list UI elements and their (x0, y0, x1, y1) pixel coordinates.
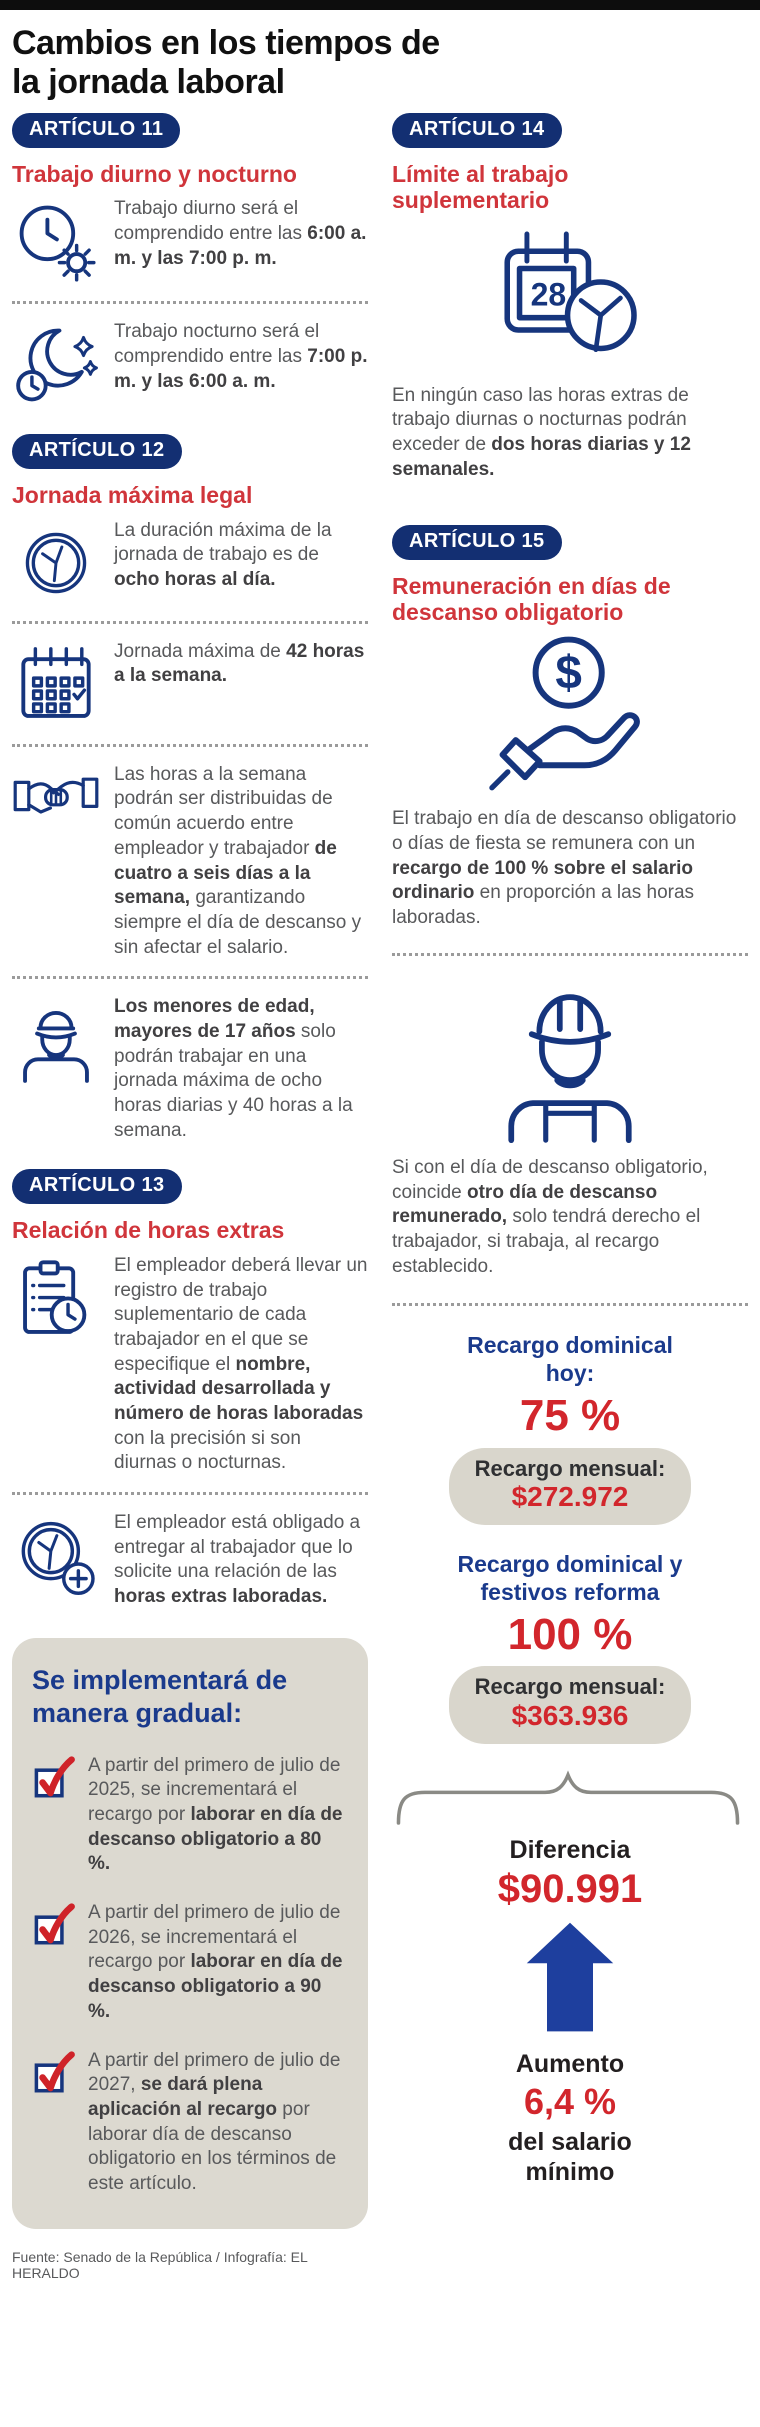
item-text: El empleador está obligado a entregar al trabajador que lo solicite una relación de las horas extras laboradas. (114, 1512, 361, 1608)
calendar-clock-icon (392, 224, 748, 372)
hand-dollar-icon (392, 635, 748, 795)
clipboard-clock-icon (12, 1254, 100, 1346)
dotted-divider (12, 744, 368, 747)
recargo-reforma-label: Recargo dominical y festivos reforma (457, 1551, 683, 1605)
page-title: Cambios en los tiempos de la jornada laboral (12, 24, 440, 102)
articulo-15-badge: ARTÍCULO 15 (392, 525, 562, 560)
recargo-hoy-label: Recargo dominical hoy: (467, 1332, 673, 1386)
list-item (12, 320, 368, 408)
source-credit: Fuente: Senado de la República / Infografía: EL HERALDO (12, 2248, 308, 2281)
checkbox-check-icon (32, 2049, 76, 2099)
list-item (12, 197, 368, 285)
top-bar (0, 0, 760, 10)
pill-label: Recargo mensual: (474, 1455, 666, 1481)
checkbox-check-icon (32, 1901, 76, 1951)
handshake-icon (12, 763, 100, 827)
recargo-hoy-value: 75 % (519, 1391, 621, 1441)
moon-stars-clock-icon (12, 320, 100, 408)
articulo-15-section (392, 525, 748, 1280)
articulo-11-section (12, 113, 368, 408)
gradual-implementation-box (12, 1638, 368, 2229)
clock-icon (12, 519, 100, 605)
diferencia-label: Diferencia (509, 1835, 631, 1864)
articulo-12-badge: ARTÍCULO 12 (12, 434, 182, 469)
aumento-sub-label: del salario mínimo (508, 2127, 632, 2186)
item-text: Los menores de edad, mayores de 17 años solo podrán trabajar en una jornada máxima de ocho horas diarias y 40 horas a la semana. (114, 996, 353, 1141)
articulo-15-paragraph-1: El trabajo en día de descanso obligatorio o días de fiesta se remunera con un recargo de 100 % sobre el salario ordinario en proporción a las horas laboradas. (392, 808, 737, 929)
list-item (12, 519, 368, 605)
dotted-divider (12, 621, 368, 624)
articulo-14-paragraph: En ningún caso las horas extras de trabajo diurnas o nocturnas podrán exceder de dos horas diarias y 12 semanales. (392, 384, 691, 480)
articulo-15-paragraph-2: Si con el día de descanso obligatorio, coincide otro día de descanso remunerado, solo tendrá derecho el trabajador, si trabaja, al recargo establecido. (392, 1156, 708, 1277)
calendar-icon (12, 640, 100, 728)
recargo-reforma-section (392, 1551, 748, 1744)
pill-label: Recargo mensual: (474, 1674, 666, 1700)
columns (12, 113, 748, 2281)
aumento-value: 6,4 % (523, 2080, 617, 2122)
articulo-14-section (392, 113, 748, 483)
curly-brace-icon (392, 1770, 748, 1826)
articulo-13-title: Relación de horas extras (12, 1217, 285, 1244)
item-text: El empleador deberá llevar un registro de trabajo suplementario de cada trabajador en el que se especifique el nombre, actividad desarrollada y número de horas laboradas con la precisión si son diurnas o nocturnas. (114, 1254, 368, 1474)
list-item (32, 2049, 348, 2197)
construction-worker-icon (392, 978, 748, 1144)
articulo-13-section (12, 1169, 368, 1609)
list-item (12, 640, 368, 728)
list-item (32, 1901, 348, 2024)
left-column (12, 113, 368, 2281)
checkbox-check-icon (32, 1754, 76, 1804)
pill-value: $363.936 (511, 1699, 629, 1731)
dotted-divider (12, 976, 368, 979)
list-item (12, 1511, 368, 1610)
articulo-11-title: Trabajo diurno y nocturno (12, 160, 297, 187)
articulo-13-badge: ARTÍCULO 13 (12, 1169, 182, 1204)
young-worker-icon (12, 995, 100, 1089)
item-text: Las horas a la semana podrán ser distribuidas de común acuerdo entre empleador y trabajador de cuatro a seis días a la semana, garantizando siempre el día de descanso y sin afectar el salario. (114, 763, 362, 958)
item-text: A partir del primero de julio de 2027, se dará plena aplicación al recargo por laborar día de descanso obligatorio en los términos de este artículo. (88, 2049, 341, 2194)
dotted-divider (392, 1303, 748, 1306)
diferencia-section (392, 1770, 748, 2187)
svg-text:$: $ (555, 646, 582, 700)
item-text: Trabajo diurno será el comprendido entre las 6:00 a. m. y las 7:00 p. m. (114, 198, 367, 269)
articulo-14-title: Límite al trabajo suplementario (392, 160, 569, 214)
list-item (12, 1254, 368, 1476)
pill-value: $272.972 (511, 1480, 629, 1512)
articulo-14-badge: ARTÍCULO 14 (392, 113, 562, 148)
item-text: Jornada máxima de 42 horas a la semana. (114, 640, 365, 687)
recargo-reforma-value: 100 % (507, 1610, 633, 1660)
dotted-divider (392, 953, 748, 956)
clock-sun-icon (12, 197, 100, 285)
item-text: A partir del primero de julio de 2026, se incrementará el recargo por laborar en día de descanso obligatorio a 90 %. (88, 1902, 343, 2022)
list-item (12, 763, 368, 961)
diferencia-value: $90.991 (497, 1866, 643, 1911)
list-item (12, 995, 368, 1143)
articulo-15-title: Remuneración en días de descanso obligatorio (392, 572, 671, 625)
gradual-title: Se implementará de manera gradual: (32, 1664, 288, 1728)
recargo-hoy-section (392, 1332, 748, 1525)
recargo-hoy-pill (449, 1448, 692, 1525)
recargo-reforma-pill (449, 1666, 692, 1743)
articulo-12-title: Jornada máxima legal (12, 482, 253, 509)
item-text: La duración máxima de la jornada de trabajo es de ocho horas al día. (114, 519, 332, 591)
item-text: A partir del primero de julio de 2025, se incrementará el recargo por laborar en día de descanso obligatorio a 80 %. (88, 1754, 343, 1875)
up-arrow-icon (392, 1922, 748, 2034)
articulo-12-section (12, 434, 368, 1143)
aumento-label: Aumento (515, 2049, 625, 2078)
svg-text:28: 28 (530, 276, 567, 313)
list-item (32, 1754, 348, 1877)
dotted-divider (12, 1492, 368, 1495)
articulo-11-badge: ARTÍCULO 11 (12, 113, 180, 148)
item-text: Trabajo nocturno será el comprendido entre las 7:00 p. m. y las 6:00 a. m. (114, 321, 368, 392)
right-column (392, 113, 748, 2187)
clock-plus-icon (12, 1511, 100, 1603)
dotted-divider (12, 301, 368, 304)
